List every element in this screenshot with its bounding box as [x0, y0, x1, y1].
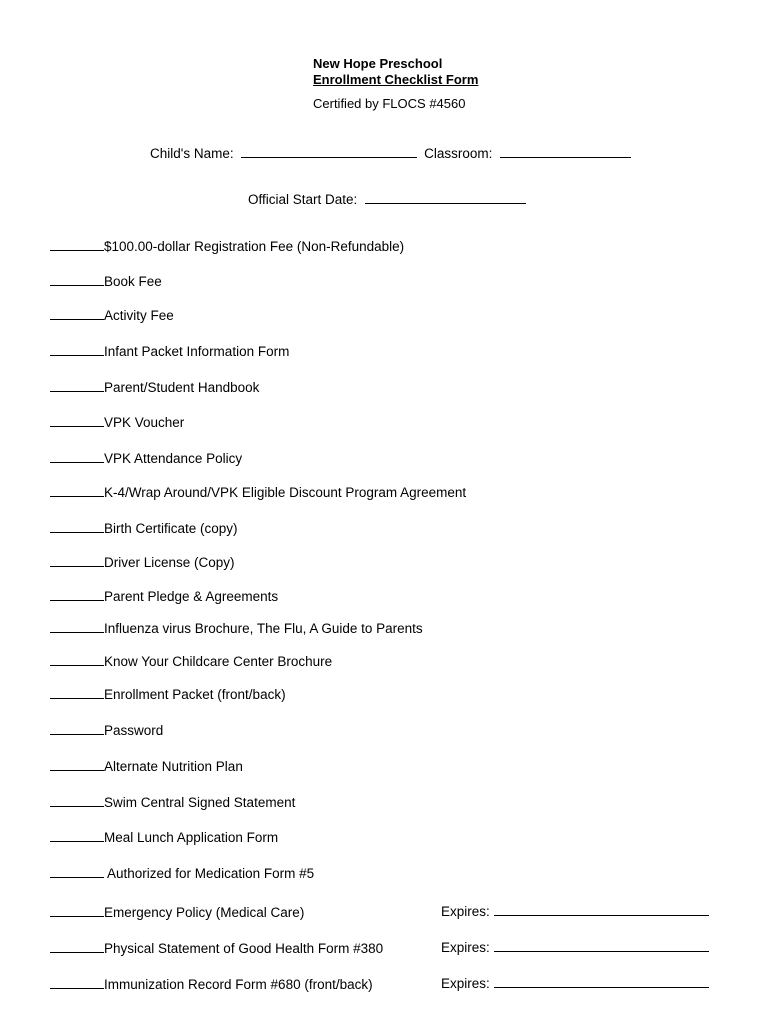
checklist-item: [50, 553, 235, 571]
checklist-item: [50, 237, 404, 255]
item-label: Password: [104, 723, 164, 738]
checklist-item: [50, 342, 289, 360]
item-label: Meal Lunch Application Form: [104, 830, 279, 845]
item-label: $100.00-dollar Registration Fee (Non-Refundable): [104, 239, 405, 254]
school-name: New Hope Preschool: [313, 56, 443, 71]
check-blank[interactable]: [50, 903, 104, 917]
certification-text: Certified by FLOCS #4560: [313, 96, 466, 111]
expires-row: [441, 975, 709, 992]
item-label: VPK Voucher: [104, 415, 185, 430]
form-title: Enrollment Checklist Form: [313, 72, 479, 87]
checklist-item: [50, 378, 259, 396]
checklist-item: [50, 483, 466, 501]
check-blank[interactable]: [50, 619, 104, 633]
item-label: Emergency Policy (Medical Care): [104, 905, 305, 920]
check-blank[interactable]: [50, 237, 104, 251]
checklist-item: [50, 587, 278, 605]
checklist-item: [50, 619, 423, 637]
item-label: Immunization Record Form #680 (front/back): [104, 977, 373, 992]
item-label: Know Your Childcare Center Brochure: [104, 654, 333, 669]
checklist-item: [50, 975, 373, 993]
checklist-item: [50, 864, 314, 882]
check-blank[interactable]: [50, 378, 104, 392]
checklist-item: [50, 306, 174, 324]
item-label: Swim Central Signed Statement: [104, 795, 296, 810]
check-blank[interactable]: [50, 793, 104, 807]
item-label: Parent Pledge & Agreements: [104, 589, 279, 604]
expires-label: Expires:: [441, 940, 490, 955]
checklist-item: [50, 793, 295, 811]
check-blank[interactable]: [50, 828, 104, 842]
item-label: Driver License (Copy): [104, 555, 235, 570]
check-blank[interactable]: [50, 652, 104, 666]
item-label: K-4/Wrap Around/VPK Eligible Discount Program Agreement: [104, 485, 467, 500]
check-blank[interactable]: [50, 483, 104, 497]
checklist-item: [50, 449, 242, 467]
item-label: Enrollment Packet (front/back): [104, 687, 286, 702]
item-label: Infant Packet Information Form: [104, 344, 290, 359]
checklist-item: [50, 519, 238, 537]
start-date-field[interactable]: [365, 191, 526, 204]
check-blank[interactable]: [50, 757, 104, 771]
expires-field[interactable]: [494, 939, 709, 952]
item-label: Physical Statement of Good Health Form #380: [104, 941, 384, 956]
check-blank[interactable]: [50, 342, 104, 356]
checklist-item: [50, 272, 162, 290]
item-label: Parent/Student Handbook: [104, 380, 260, 395]
check-blank[interactable]: [50, 449, 104, 463]
child-name-field[interactable]: [241, 145, 417, 158]
checklist-item: [50, 685, 286, 703]
item-label: Authorized for Medication Form #5: [104, 866, 315, 881]
checklist-item: [50, 903, 304, 921]
expires-row: [441, 939, 709, 956]
start-date-row: [248, 191, 526, 208]
checklist-item: [50, 939, 383, 957]
expires-field[interactable]: [494, 903, 709, 916]
item-label: VPK Attendance Policy: [104, 451, 243, 466]
checklist-item: [50, 721, 163, 739]
item-label: Book Fee: [104, 274, 162, 289]
item-label: Alternate Nutrition Plan: [104, 759, 243, 774]
check-blank[interactable]: [50, 587, 104, 601]
classroom-field[interactable]: [500, 145, 631, 158]
expires-field[interactable]: [494, 975, 709, 988]
item-label: Influenza virus Brochure, The Flu, A Guide to Parents: [104, 621, 423, 636]
check-blank[interactable]: [50, 413, 104, 427]
check-blank[interactable]: [50, 975, 104, 989]
checklist-item: [50, 652, 332, 670]
item-label: Birth Certificate (copy): [104, 521, 238, 536]
item-label: Activity Fee: [104, 308, 174, 323]
checklist-item: [50, 757, 243, 775]
check-blank[interactable]: [50, 939, 104, 953]
child-name-label: Child's Name:: [150, 146, 234, 161]
check-blank[interactable]: [50, 519, 104, 533]
classroom-label: Classroom:: [424, 146, 493, 161]
check-blank[interactable]: [50, 306, 104, 320]
check-blank[interactable]: [50, 685, 104, 699]
check-blank[interactable]: [50, 721, 104, 735]
form-header: [313, 56, 478, 88]
start-date-label: Official Start Date:: [248, 192, 358, 207]
expires-label: Expires:: [441, 904, 490, 919]
expires-label: Expires:: [441, 976, 490, 991]
checklist-item: [50, 413, 184, 431]
child-info-row: [150, 145, 631, 162]
checklist-item: [50, 828, 278, 846]
check-blank[interactable]: [50, 864, 104, 878]
check-blank[interactable]: [50, 553, 104, 567]
check-blank[interactable]: [50, 272, 104, 286]
expires-row: [441, 903, 709, 920]
